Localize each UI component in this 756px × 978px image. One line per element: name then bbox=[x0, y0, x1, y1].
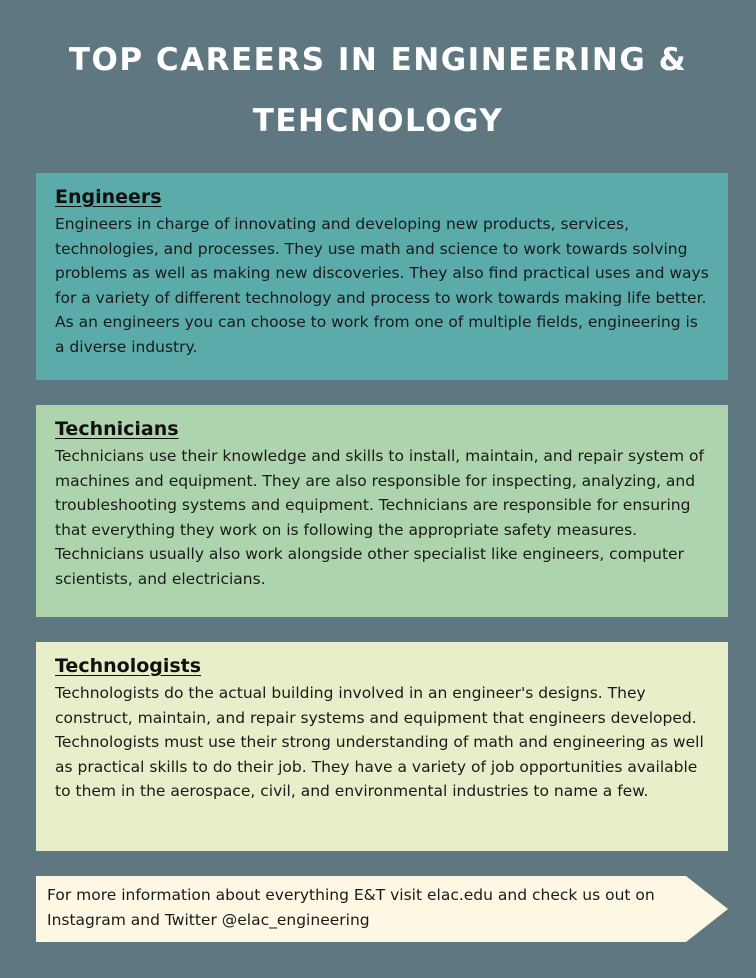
section-body-engineers: Engineers in charge of innovating and developing new products, services, technologies, and processes. They use math and science to work towards solving problems as well as making new discoveries. They also find practical uses and ways for a variety of different technology and process to work towards making life better. As an engineers you can choose to work from one of multiple fields, engineering is a diverse industry. bbox=[55, 215, 709, 356]
section-body-technicians: Technicians use their knowledge and skills to install, maintain, and repair system of machines and equipment. They are also responsible for inspecting, analyzing, and troubleshooting systems and equipment. Technicians are responsible for ensuring that everything they work on is following the appropriate safety measures. Technicians usually also work alongside other specialist like engineers, computer scientists, and electricians. bbox=[55, 447, 704, 588]
page-title-line-1: TOP CAREERS IN ENGINEERING & bbox=[68, 42, 688, 78]
footer-banner bbox=[36, 876, 728, 942]
section-technicians bbox=[36, 405, 728, 617]
page-title-line-2: TEHCNOLOGY bbox=[252, 103, 504, 139]
section-heading-technicians: Technicians bbox=[55, 418, 179, 440]
section-heading-technologists: Technologists bbox=[55, 655, 202, 677]
section-technologists bbox=[36, 642, 728, 851]
section-heading-engineers: Engineers bbox=[55, 186, 162, 208]
section-body-technologists: Technologists do the actual building involved in an engineer's designs. They construct, maintain, and repair systems and equipment that engineers developed. Technologists must use their strong understanding of math and engineering as well as practical skills to do their job. They have a variety of job opportunities available to them in the aerospace, civil, and environmental industries to name a few. bbox=[55, 684, 704, 800]
footer-text: For more information about everything E&T visit elac.edu and check us out on Instagram and Twitter @elac_engineering bbox=[47, 886, 655, 929]
page-title bbox=[40, 30, 716, 152]
section-engineers bbox=[36, 173, 728, 380]
